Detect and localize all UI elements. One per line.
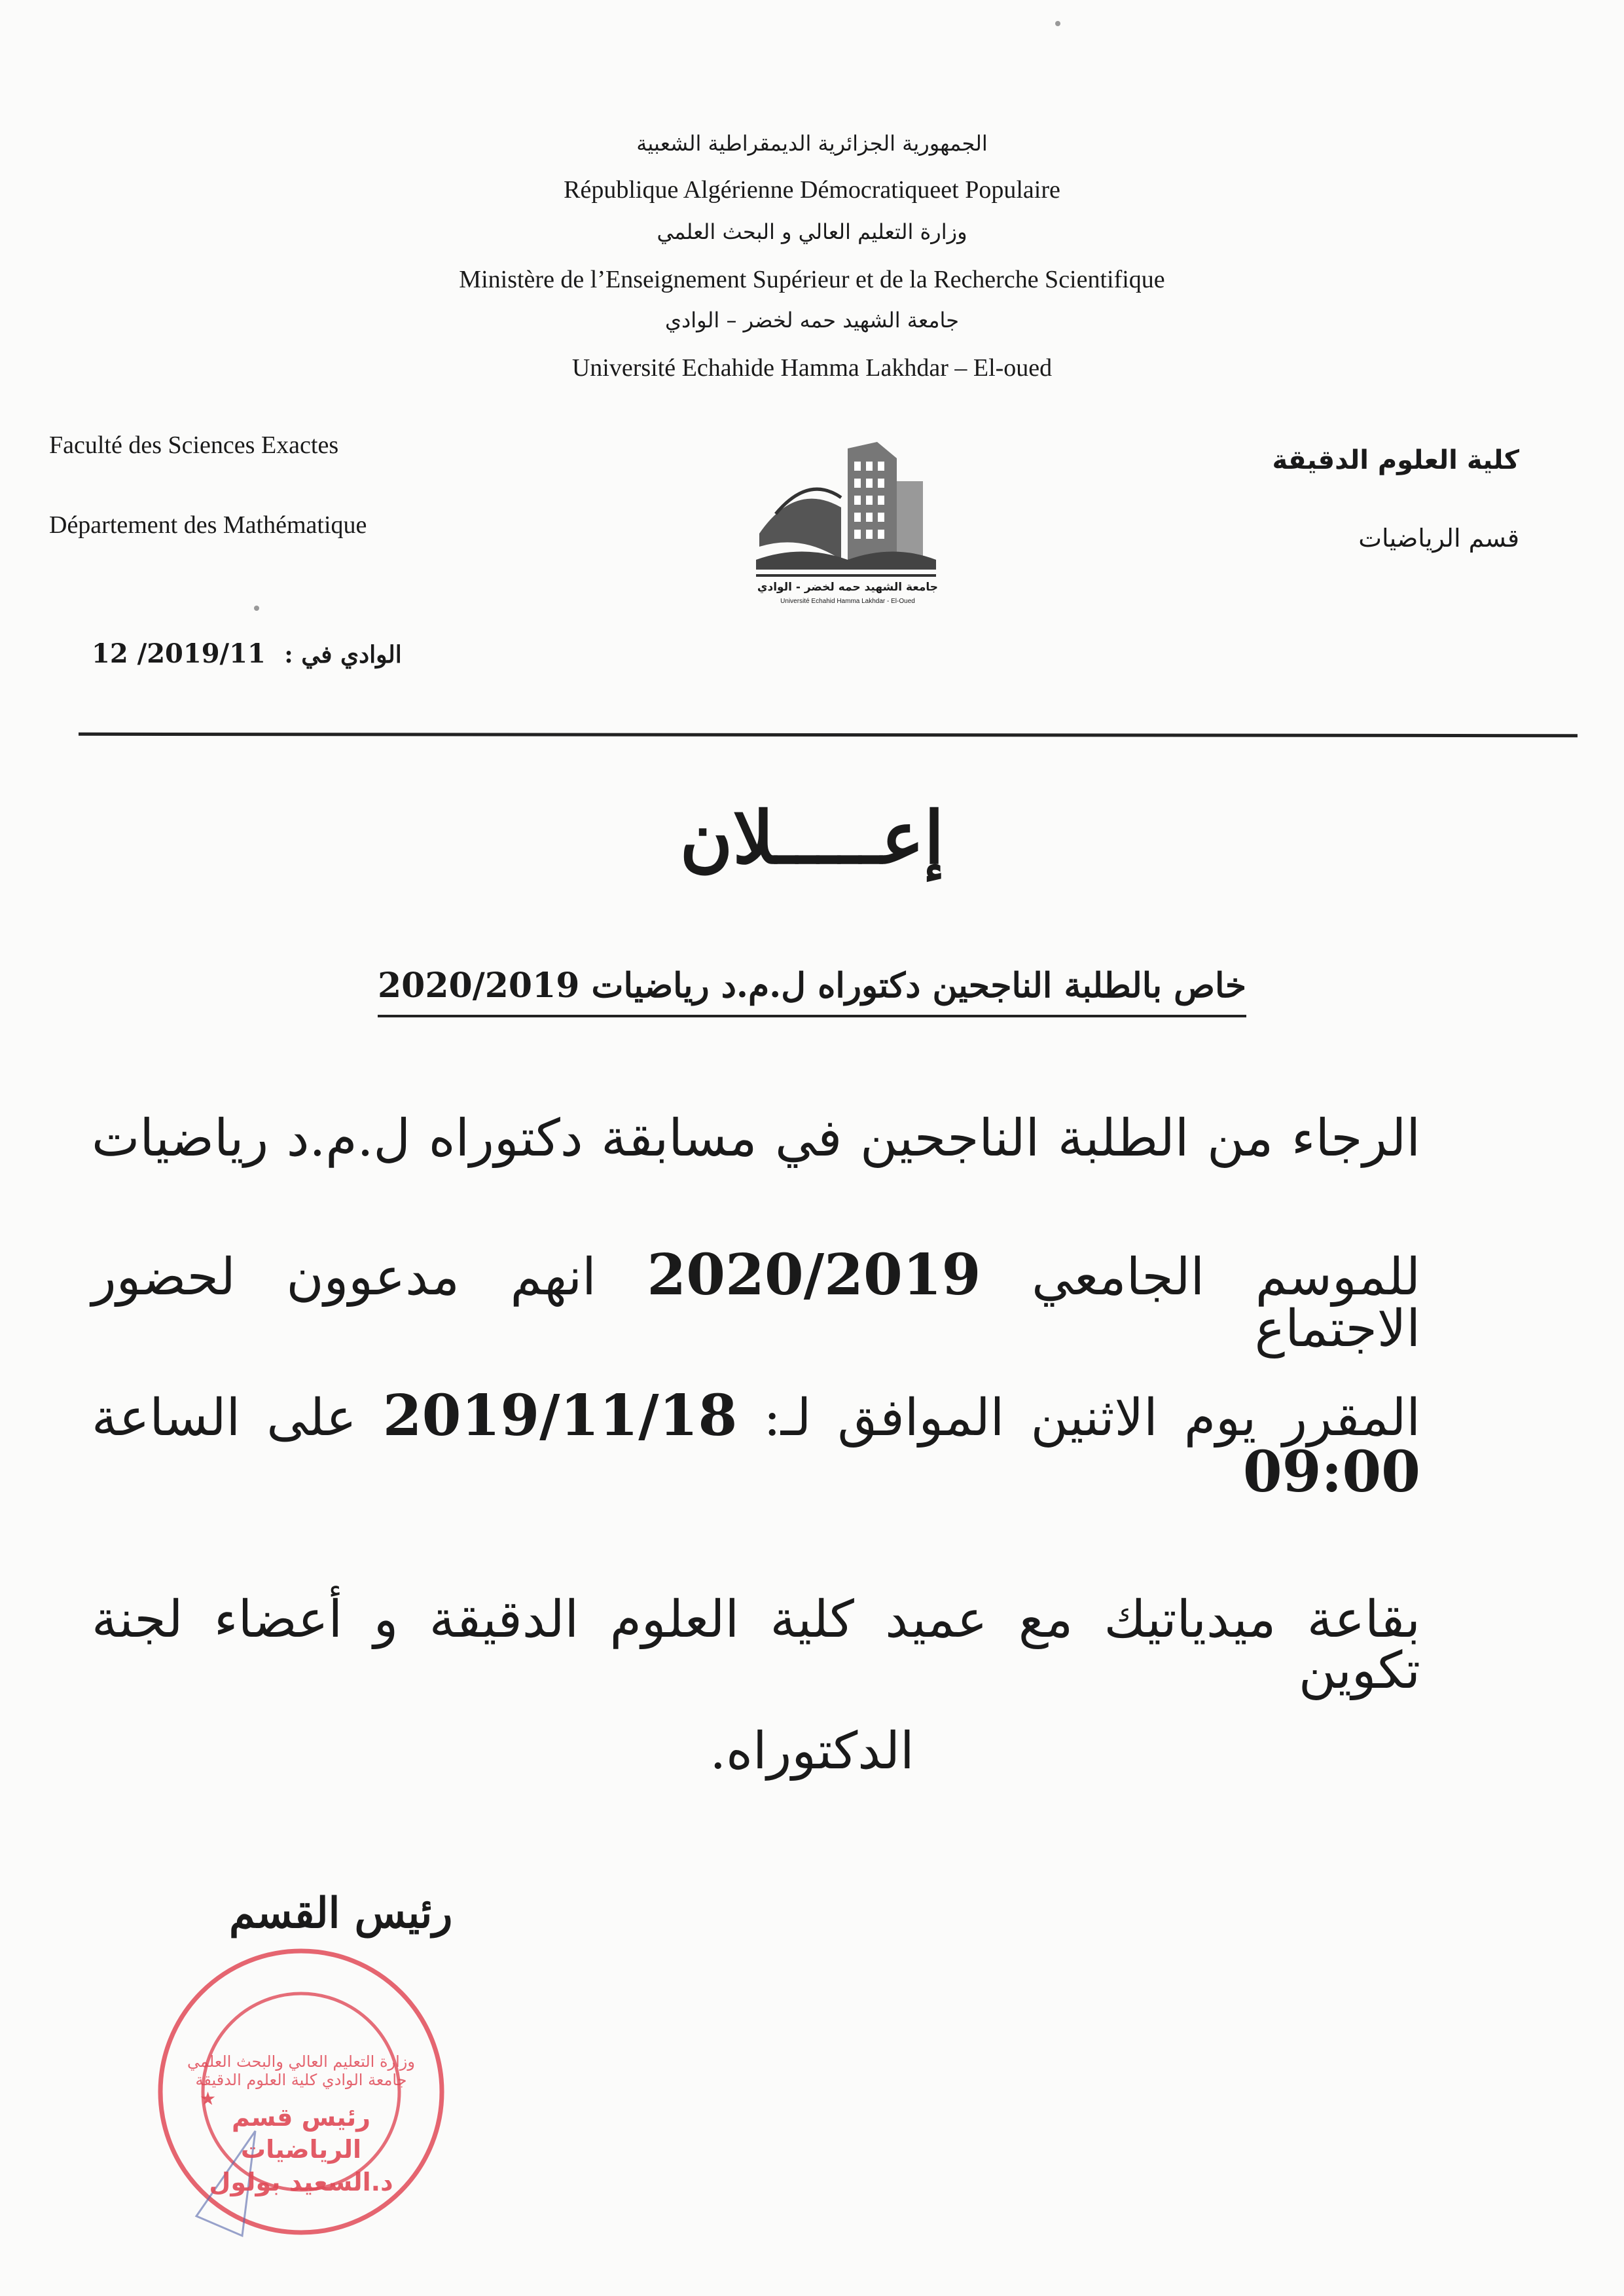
academic-year: 2020/2019 (647, 1242, 981, 1308)
body-line-4: بقاعة ميدياتيك مع عميد كلية العلوم الدقيقة و أعضاء لجنة تكوين (92, 1590, 1420, 1700)
announcement-subtitle-wrap (0, 966, 1624, 1017)
university-logo (749, 435, 946, 612)
announcement-subtitle: خاص بالطلبة الناجحين دكتوراه ل.م.د رياضيات 2020/2019 (378, 966, 1246, 1017)
body-line-2-start: للموسم الجامعي (1032, 1248, 1421, 1307)
date-value: 2019/11/ 12 (92, 638, 266, 669)
stamp-outer-text: وزارة التعليم العالي والبحث العلمي جامعة الوادي كلية العلوم الدقيقة (187, 2052, 415, 2089)
signer-title: رئيس القسم (229, 1889, 453, 1938)
university-arabic: جامعة الشهيد حمه لخضر – الوادي (664, 308, 960, 333)
issue-date (92, 638, 402, 669)
body-line-2-end: انهم مدعوون لحضور الاجتماع (92, 1248, 1420, 1358)
body-line-1: الرجاء من الطلبة الناجحين في مسابقة دكتوراه ل.م.د رياضيات (92, 1109, 1420, 1168)
body-line-5: الدكتوراه. (710, 1722, 914, 1781)
body-line-3-mid: على الساعة (92, 1389, 357, 1448)
university-french: Université Echahide Hamma Lakhdar – El-oued (571, 354, 1053, 382)
logo-caption-arabic: جامعة الشهيد حمه لخضر - الوادي (757, 581, 939, 594)
faculty-french: Faculté des Sciences Exactes (49, 431, 339, 459)
republic-arabic: الجمهورية الجزائرية الديمقراطية الشعبية (636, 131, 988, 156)
department-stamp (151, 1941, 452, 2242)
date-label: الوادي في : (284, 641, 402, 668)
announcement-title: إعـــــلان (679, 795, 945, 880)
department-arabic: قسم الرياضيات (1358, 524, 1519, 553)
ministry-arabic: وزارة التعليم العالي و البحث العلمي (657, 219, 967, 244)
republic-french: République Algérienne Démocratiqueet Populaire (564, 176, 1060, 204)
scan-speck (1055, 21, 1060, 26)
meeting-time: 09:00 (1242, 1439, 1420, 1505)
logo-caption-french: Université Echahid Hamma Lakhdar - El-Oued (780, 598, 915, 605)
body-line-2 (92, 1242, 1421, 1358)
header-divider (79, 733, 1578, 737)
faculty-arabic: كلية العلوم الدقيقة (1272, 445, 1519, 475)
svg-text:★: ★ (200, 2088, 217, 2109)
body-line-3-start: المقرر يوم الاثنين الموافق لـ: (763, 1389, 1421, 1448)
body-line-3 (92, 1383, 1421, 1505)
scan-speck (254, 606, 259, 611)
meeting-date: 2019/11/18 (382, 1383, 738, 1449)
ministry-french: Ministère de l’Enseignement Supérieur et de la Recherche Scientifique (459, 266, 1165, 293)
department-french: Département des Mathématique (49, 511, 367, 539)
stamp-inner-text: رئيس قسم الرياضيات د.السعيد بولول (209, 2103, 393, 2196)
